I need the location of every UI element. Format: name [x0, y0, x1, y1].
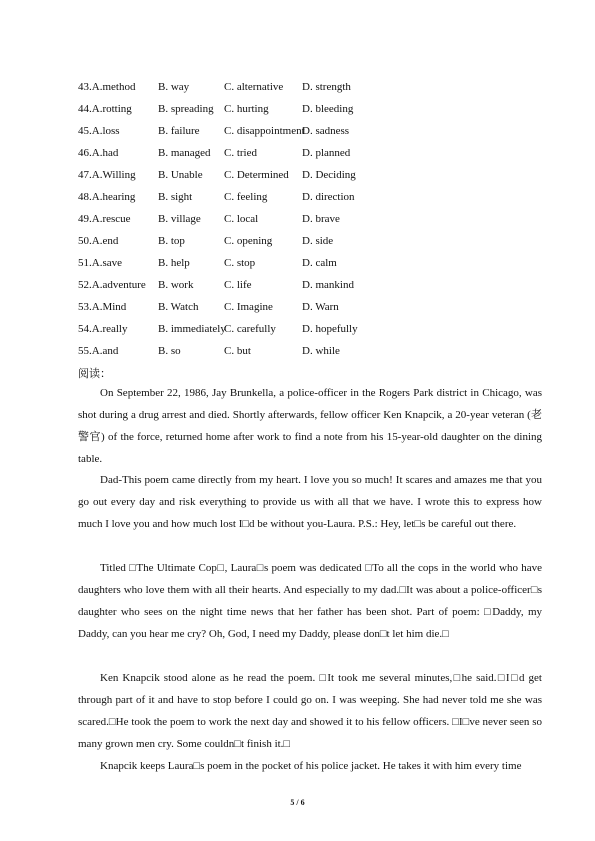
option-c: C. disappointment	[224, 125, 305, 137]
option-b: B. sight	[158, 191, 193, 203]
option-b: B. way	[158, 81, 190, 93]
option-b: B. so	[158, 345, 181, 357]
option-c: C. but	[224, 345, 251, 357]
option-d: D. strength	[302, 81, 351, 93]
page-number: 5 / 6	[290, 798, 305, 807]
option-number-a: 51.A.save	[78, 257, 122, 269]
option-number-a: 52.A.adventure	[78, 279, 146, 291]
option-c: C. feeling	[224, 191, 268, 203]
option-d: D. calm	[302, 257, 337, 269]
option-number-a: 43.A.method	[78, 81, 136, 93]
option-b: B. work	[158, 279, 194, 291]
option-b: B. top	[158, 235, 185, 247]
option-d: D. side	[302, 235, 334, 247]
option-number-a: 47.A.Willing	[78, 169, 136, 181]
option-d: D. while	[302, 345, 340, 357]
option-b: B. spreading	[158, 103, 214, 115]
option-d: D. planned	[302, 147, 351, 159]
option-b: B. immediately	[158, 323, 226, 335]
option-c: C. local	[224, 213, 259, 225]
option-number-a: 49.A.rescue	[78, 213, 131, 225]
option-b: B. failure	[158, 125, 200, 137]
option-c: C. Determined	[224, 169, 289, 181]
option-number-a: 46.A.had	[78, 147, 119, 159]
option-b: B. village	[158, 213, 201, 225]
option-c: C. hurting	[224, 103, 269, 115]
option-d: D. hopefully	[302, 323, 358, 335]
option-c: C. carefully	[224, 323, 276, 335]
option-number-a: 48.A.hearing	[78, 191, 136, 203]
paragraph: Titled □The Ultimate Cop□, Laura□s poem was dedicated □To all the cops in the world who have daughters who love them with all their hearts. And especially to my dad.□It was about a police-officer□s daughter who sees on the night time news that her father has been shot. Part of poem: □Daddy, my Daddy, can you hear me cry? Oh, God, I need my Daddy, please don□t let him die.□	[78, 562, 542, 640]
option-c: C. life	[224, 279, 252, 291]
paragraph: Dad-This poem came directly from my heart. I love you so much! It scares and amazes me that you go out every day and risk everything to provide us with all that we have. I wrote this to express how much I love you and how much lost I□d be without you-Laura. P.S.: Hey, let□s be careful out there.	[78, 474, 542, 530]
option-d: D. sadness	[302, 125, 350, 137]
option-d: D. Warn	[302, 301, 339, 313]
option-number-a: 55.A.and	[78, 345, 119, 357]
option-b: B. help	[158, 257, 190, 269]
option-b: B. managed	[158, 147, 211, 159]
paragraph: Ken Knapcik stood alone as he read the poem. □It took me several minutes,□he said.□I□d get through part of it and have to stop before I could go on. I was weeping. She had never told me she was scared.□He took the poem to work the next day and showed it to his fellow officers. □I□ve never seen so many grown men cry. Some couldn□t finish it.□	[78, 672, 542, 750]
option-number-a: 54.A.really	[78, 323, 128, 335]
option-d: D. mankind	[302, 279, 354, 291]
option-c: C. tried	[224, 147, 257, 159]
reading-heading: 阅读：	[78, 368, 111, 380]
option-b: B. Watch	[158, 301, 199, 313]
option-number-a: 53.A.Mind	[78, 301, 127, 313]
paragraph: Knapcik keeps Laura□s poem in the pocket of his police jacket. He takes it with him every time	[100, 760, 522, 772]
option-c: C. stop	[224, 257, 256, 269]
option-d: D. brave	[302, 213, 340, 225]
option-c: C. alternative	[224, 81, 284, 93]
option-number-a: 45.A.loss	[78, 125, 120, 137]
option-c: C. opening	[224, 235, 273, 247]
option-d: D. direction	[302, 191, 355, 203]
option-number-a: 44.A.rotting	[78, 103, 132, 115]
option-d: D. Deciding	[302, 169, 356, 181]
option-c: C. Imagine	[224, 301, 273, 313]
paragraph: On September 22, 1986, Jay Brunkella, a police-officer in the Rogers Park district in Chicago, was shot during a drug arrest and died. Shortly afterwards, fellow officer Ken Knapcik, a 20-year veteran (老警官) of the force, returned home after work to find a note from his 15-year-old daughter on the dining table.	[78, 387, 542, 465]
option-b: B. Unable	[158, 169, 203, 181]
option-number-a: 50.A.end	[78, 235, 119, 247]
option-d: D. bleeding	[302, 103, 354, 115]
